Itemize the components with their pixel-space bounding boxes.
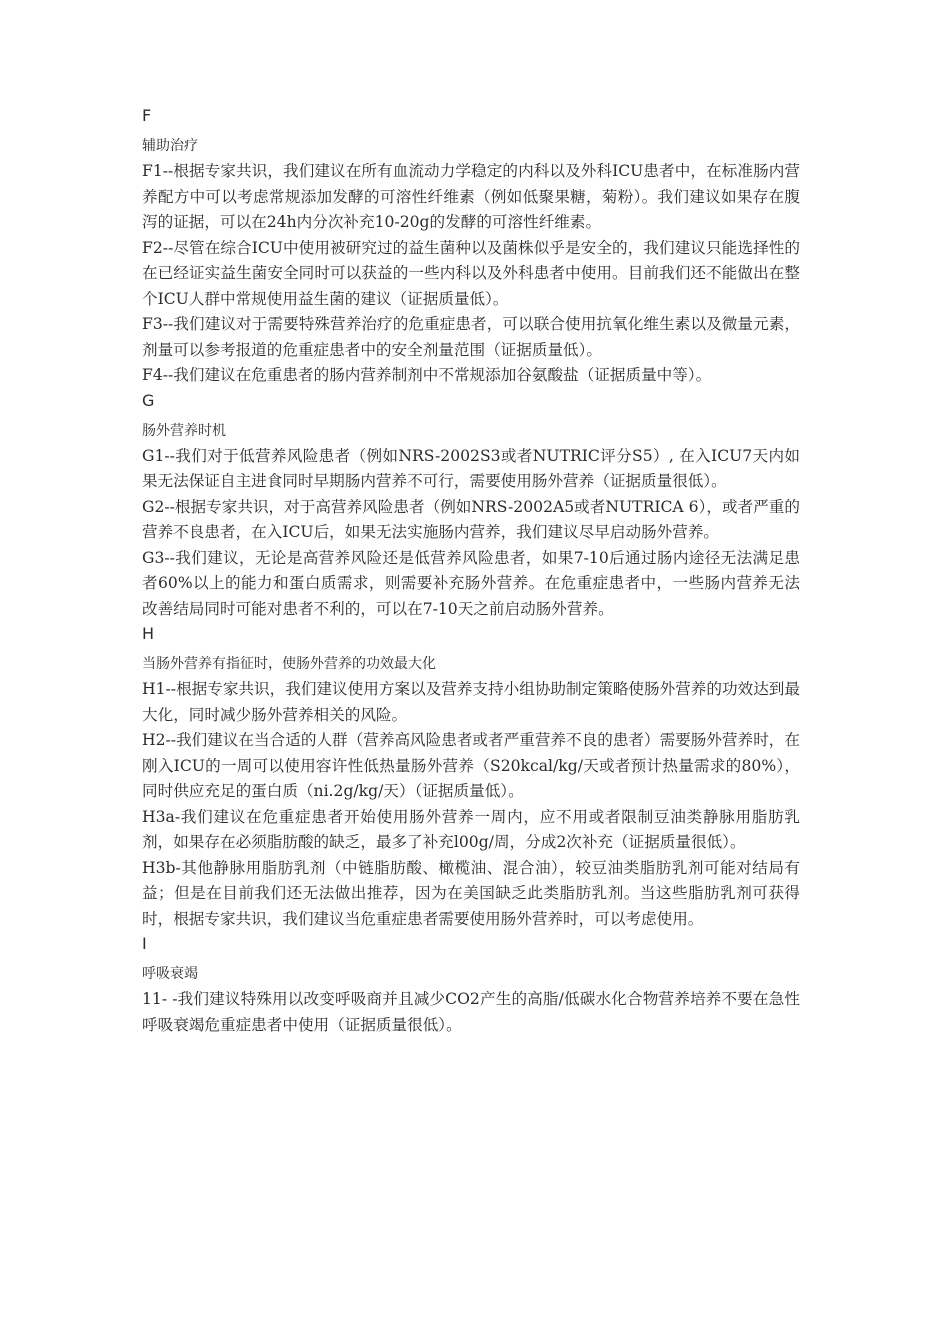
section-letter: I [142, 934, 147, 953]
section-h [142, 622, 800, 932]
recommendation-paragraph: H2--我们建议在当合适的人群（营养高风险患者或者严重营养不良的患者）需要肠外营养时，在刚入ICU的一周可以使用容许性低热量肠外营养（S20kcal/kg/天或者预计热量需求的80%），同时供应充足的蛋白质（ni.2g/kg/天）（证据质量低）。 [142, 731, 800, 800]
recommendation-paragraph: F3--我们建议对于需要特殊营养治疗的危重症患者，可以联合使用抗氧化维生素以及微量元素，剂量可以参考报道的危重症患者中的安全剂量范围（证据质量低）。 [142, 315, 800, 359]
section-i [142, 932, 800, 1038]
recommendation-paragraph: G2--根据专家共识，对于高营养风险患者（例如NRS-2002A5或者NUTRICA 6），或者严重的营养不良患者，在入ICU后，如果无法实施肠内营养，我们建议尽早启动肠外营养。 [142, 497, 800, 541]
section-title: 呼吸衰竭 [142, 966, 198, 982]
recommendation-paragraph: F1--根据专家共识，我们建议在所有血流动力学稳定的内科以及外科ICU患者中，在标准肠内营养配方中可以考虑常规添加发酵的可溶性纤维素（例如低聚果糖，菊粉）。我们建议如果存在腹泻的证据，可以在24h内分次补充10-20g的发酵的可溶性纤维素。 [142, 162, 800, 231]
recommendation-paragraph: F4--我们建议在危重患者的肠内营养制剂中不常规添加谷氨酸盐（证据质量中等）。 [142, 366, 712, 384]
section-letter: G [142, 390, 155, 410]
section-f [142, 104, 800, 389]
recommendation-paragraph: H3b-其他静脉用脂肪乳剂（中链脂肪酸、橄榄油、混合油），较豆油类脂肪乳剂可能对结局有益；但是在目前我们还无法做出推荐，因为在美国缺乏此类脂肪乳剂。当这些脂肪乳剂可获得时，根据专家共识，我们建议当危重症患者需要使用肠外营养时，可以考虑使用。 [142, 858, 800, 928]
recommendation-paragraph: H3a-我们建议在危重症患者开始使用肠外营养一周内，应不用或者限制豆油类静脉用脂肪乳剂，如果存在必须脂肪酸的缺乏，最多了补充l00g/周，分成2次补充（证据质量很低）。 [142, 807, 800, 851]
section-letter: H [142, 624, 155, 643]
section-title: 辅助治疗 [142, 138, 198, 154]
section-letter: F [142, 106, 152, 125]
section-title: 肠外营养时机 [142, 422, 226, 439]
section-title: 当肠外营养有指征时，使肠外营养的功效最大化 [142, 656, 436, 672]
recommendation-paragraph: 11- -我们建议特殊用以改变呼吸商并且减少CO2产生的高脂/低碳水化合物营养培养不要在急性呼吸衰竭危重症患者中使用（证据质量很低）。 [142, 990, 800, 1034]
section-g [142, 389, 800, 623]
recommendation-paragraph: H1--根据专家共识，我们建议使用方案以及营养支持小组协助制定策略使肠外营养的功效达到最大化，同时减少肠外营养相关的风险。 [142, 680, 800, 724]
recommendation-paragraph: G1--我们对于低营养风险患者（例如NRS-2002S3或者NUTRIC评分S5）, 在入ICU7天内如果无法保证自主进食同时早期肠内营养不可行，需要使用肠外营养（证据质量很低）。 [142, 446, 800, 490]
recommendation-paragraph: F2--尽管在综合ICU中使用被研究过的益生菌种以及菌株似乎是安全的，我们建议只能选择性的在已经证实益生菌安全同时可以获益的一些内科以及外科患者中使用。目前我们还不能做出在整个ICU人群中常规使用益生菌的建议（证据质量低）。 [142, 238, 800, 308]
recommendation-paragraph: G3--我们建议，无论是高营养风险还是低营养风险患者，如果7-10后通过肠内途径无法满足患者60%以上的能力和蛋白质需求，则需要补充肠外营养。在危重症患者中，一些肠内营养无法改善结局同时可能对患者不利的，可以在7-10天之前启动肠外营养。 [142, 548, 800, 618]
